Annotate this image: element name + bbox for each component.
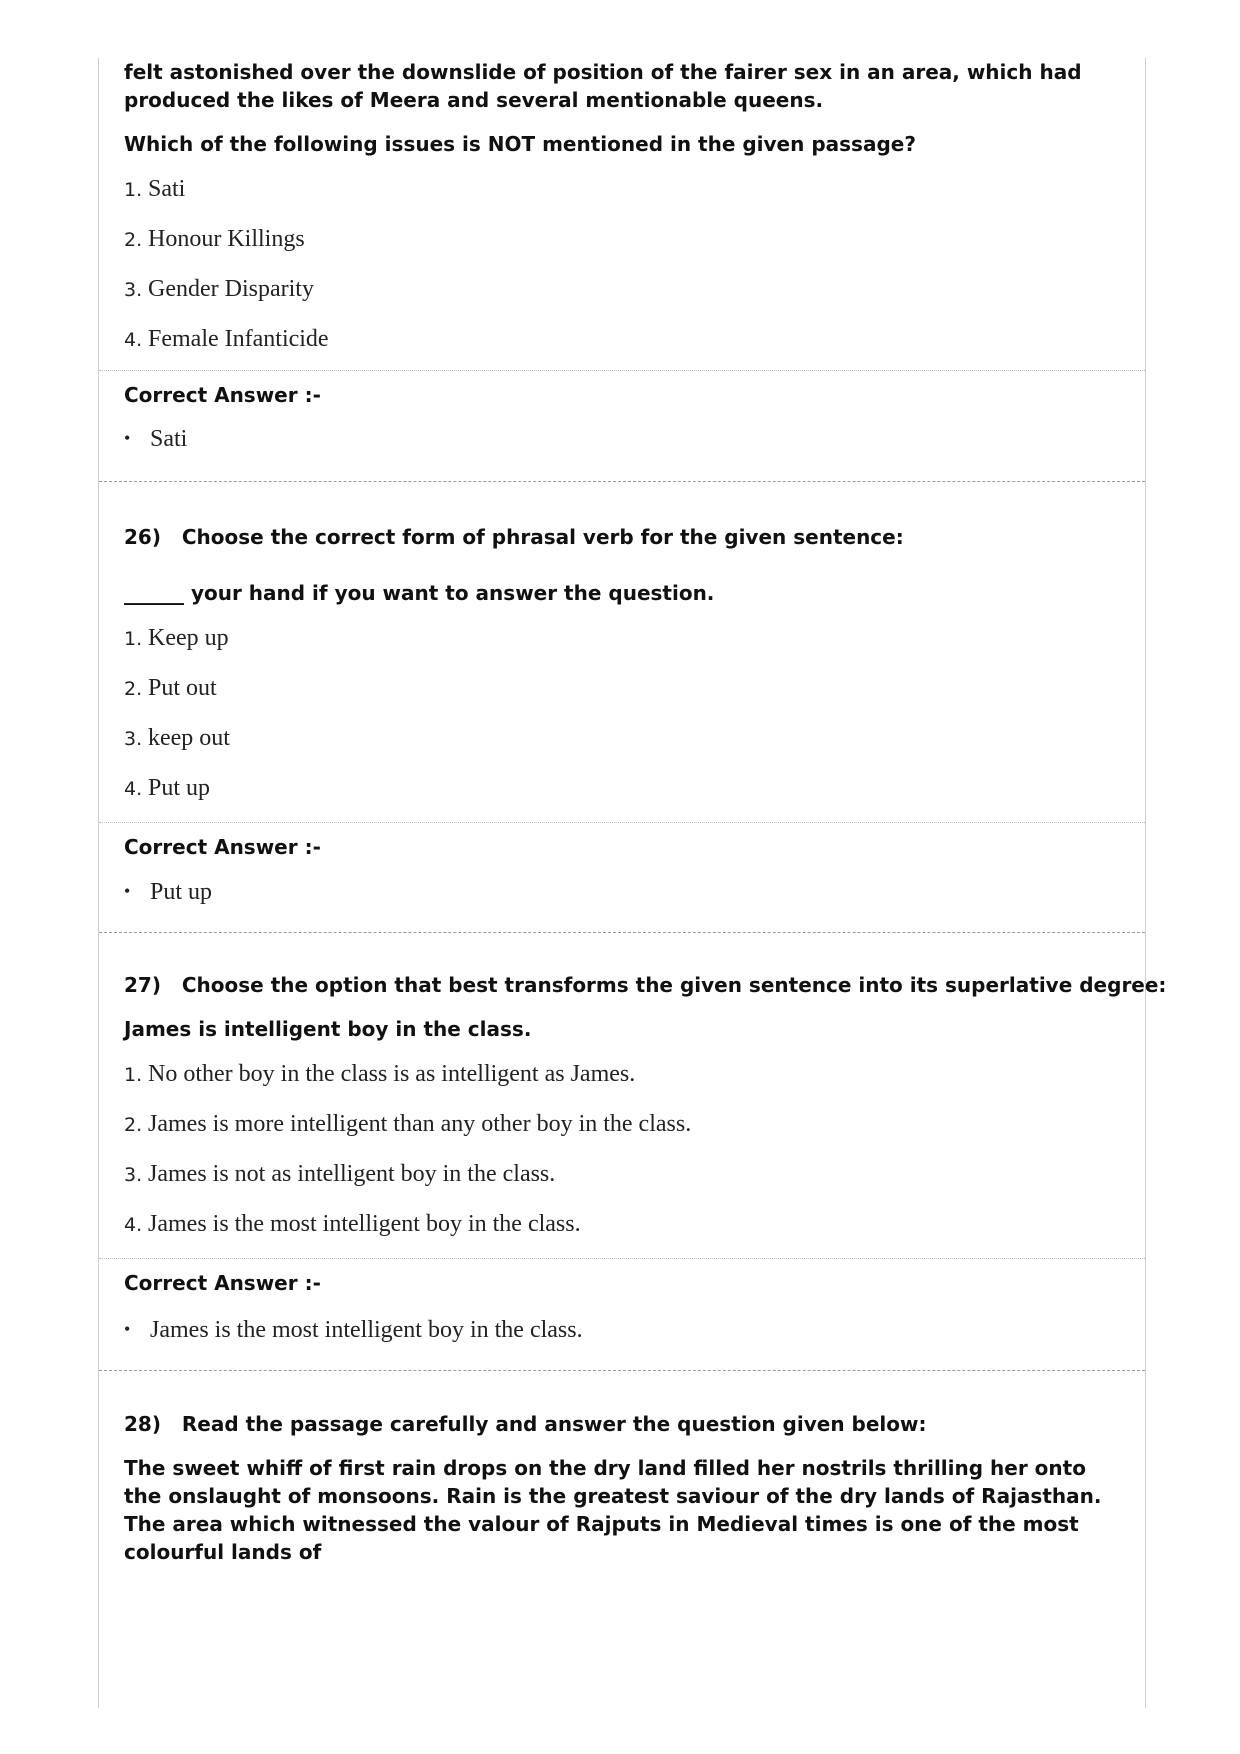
bullet-icon: • [124, 1319, 131, 1339]
bullet-icon: • [124, 428, 131, 448]
option-1: 1. No other boy in the class is as intelligent as James. [124, 1061, 636, 1087]
passage-text: felt astonished over the downslide of position of the fairer sex in an area, which had produced the likes of Meera and several mentionable queens. [124, 60, 1082, 112]
option-3: 3. Gender Disparity [124, 276, 314, 302]
question-heading: 27) Choose the option that best transforms the given sentence into its superlative degree: [124, 973, 1167, 997]
question-25 [99, 58, 1145, 355]
question-28 [99, 1371, 1145, 1566]
option-1: 1. Sati [124, 176, 186, 202]
question-27 [99, 933, 1167, 1240]
correct-answer: • Put up [124, 877, 1105, 908]
question-paper [98, 58, 1167, 1708]
question-text: Which of the following issues is NOT mentioned in the given passage? [124, 132, 916, 156]
option-4: 4. Female Infanticide [124, 326, 329, 352]
correct-answer-label: Correct Answer :- [124, 835, 321, 859]
question-26 [99, 482, 1145, 804]
question-heading: 28) Read the passage carefully and answer the question given below: [124, 1412, 927, 1436]
option-2: 2. Put out [124, 675, 217, 701]
bullet-icon: • [124, 881, 131, 901]
option-3: 3. keep out [124, 725, 230, 751]
options-list [124, 174, 1105, 355]
answer-27 [99, 1259, 1145, 1346]
option-4: 4. James is the most intelligent boy in the class. [124, 1211, 581, 1237]
option-3: 3. James is not as intelligent boy in the class. [124, 1161, 556, 1187]
passage-text: The sweet whiff of first rain drops on the dry land filled her nostrils thrilling her onto the onslaught of monsoons. Rain is the greatest saviour of the dry lands of Rajasthan. The area which witnessed the valour of Rajputs in Medieval times is one of the most colourful lands of [124, 1456, 1102, 1564]
question-sentence: ______ your hand if you want to answer the question. [124, 581, 715, 605]
question-heading: 26) Choose the correct form of phrasal verb for the given sentence: [124, 525, 904, 549]
correct-answer: • Sati [124, 424, 1105, 455]
answer-26 [99, 823, 1145, 908]
correct-answer-label: Correct Answer :- [124, 383, 321, 407]
question-sentence: James is intelligent boy in the class. [124, 1017, 532, 1041]
correct-answer: • James is the most intelligent boy in the class. [124, 1315, 1105, 1346]
option-1: 1. Keep up [124, 625, 229, 651]
correct-answer-label: Correct Answer :- [124, 1271, 321, 1295]
option-2: 2. Honour Killings [124, 226, 305, 252]
answer-25 [99, 371, 1145, 455]
option-4: 4. Put up [124, 775, 211, 801]
option-2: 2. James is more intelligent than any other boy in the class. [124, 1111, 692, 1137]
options-list [124, 623, 1105, 804]
options-list [124, 1059, 1105, 1240]
